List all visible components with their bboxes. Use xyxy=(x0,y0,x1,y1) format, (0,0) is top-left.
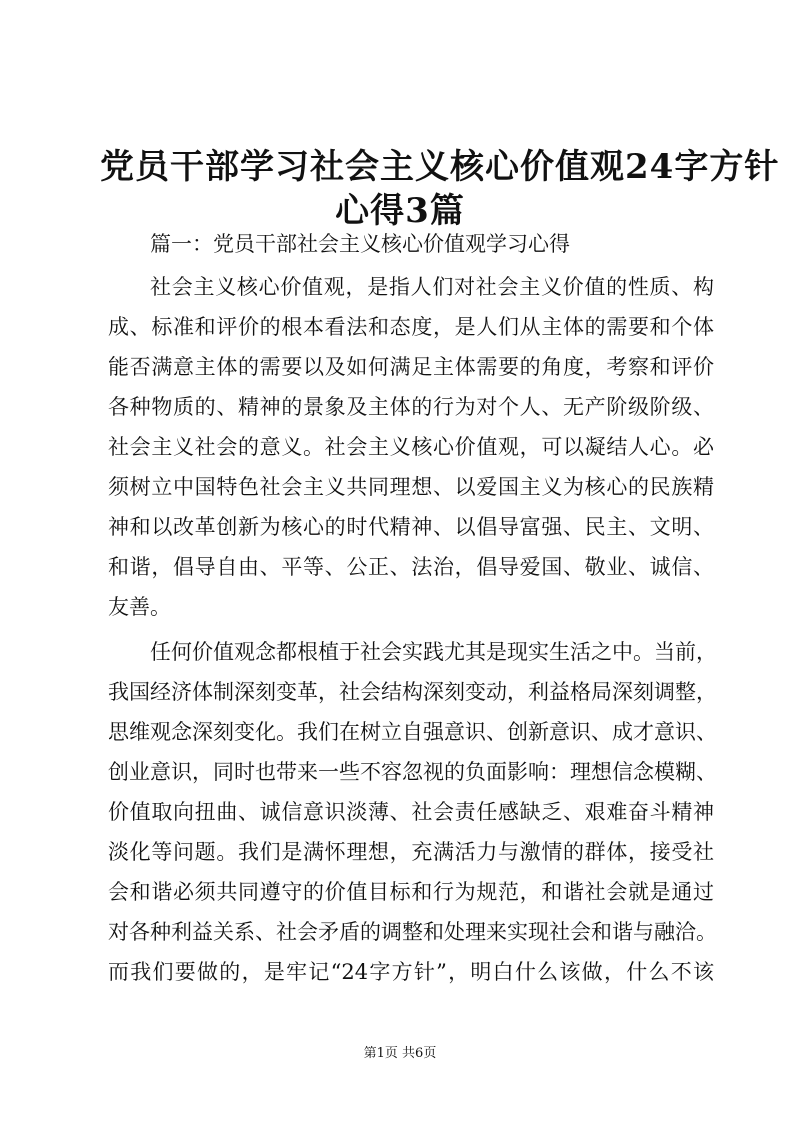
document-title-line-2: 心得3篇 xyxy=(335,191,465,231)
document-title-line-1: 党员干部学习社会主义核心价值观24字方针 xyxy=(100,147,780,187)
paragraph-line: 和谐，倡导自由、平等、公正、法治，倡导爱国、敬业、诚信、 xyxy=(108,555,714,579)
paragraph-line: 能否满意主体的需要以及如何满足主体需要的角度，考察和评价 xyxy=(108,355,714,379)
paragraph-line: 我国经济体制深刻变革，社会结构深刻变动，利益格局深刻调整， xyxy=(108,680,717,704)
paragraph-line: 而我们要做的，是牢记“24字方针”，明白什么该做，什么不该 xyxy=(108,960,714,984)
page-footer: 第1页 共6页 xyxy=(363,1046,437,1061)
paragraph-line: 成、标准和评价的根本看法和态度，是人们从主体的需要和个体 xyxy=(108,315,714,339)
paragraph-line: 社会主义核心价值观，是指人们对社会主义价值的性质、构 xyxy=(150,275,714,299)
paragraph-line: 创业意识，同时也带来一些不容忽视的负面影响：理想信念模糊、 xyxy=(108,760,717,784)
paragraph-line: 会和谐必须共同遵守的价值目标和行为规范，和谐社会就是通过 xyxy=(108,880,714,904)
paragraph-line: 淡化等问题。我们是满怀理想，充满活力与激情的群体，接受社 xyxy=(108,840,714,864)
paragraph-line: 神和以改革创新为核心的时代精神、以倡导富强、民主、文明、 xyxy=(108,515,714,539)
paragraph-line: 价值取向扭曲、诚信意识淡薄、社会责任感缺乏、艰难奋斗精神 xyxy=(108,800,714,824)
paragraph-line: 友善。 xyxy=(108,595,171,619)
section-heading: 篇一：党员干部社会主义核心价值观学习心得 xyxy=(150,232,570,256)
paragraph-line: 各种物质的、精神的景象及主体的行为对个人、无产阶级阶级、 xyxy=(108,395,714,419)
paragraph-line: 对各种利益关系、社会矛盾的调整和处理来实现社会和谐与融洽。 xyxy=(108,920,717,944)
paragraph-line: 任何价值观念都根植于社会实践尤其是现实生活之中。当前， xyxy=(150,640,717,664)
paragraph-line: 思维观念深刻变化。我们在树立自强意识、创新意识、成才意识、 xyxy=(108,720,717,744)
paragraph-line: 须树立中国特色社会主义共同理想、以爱国主义为核心的民族精 xyxy=(108,475,714,499)
paragraph-line: 社会主义社会的意义。社会主义核心价值观，可以凝结人心。必 xyxy=(108,435,714,459)
